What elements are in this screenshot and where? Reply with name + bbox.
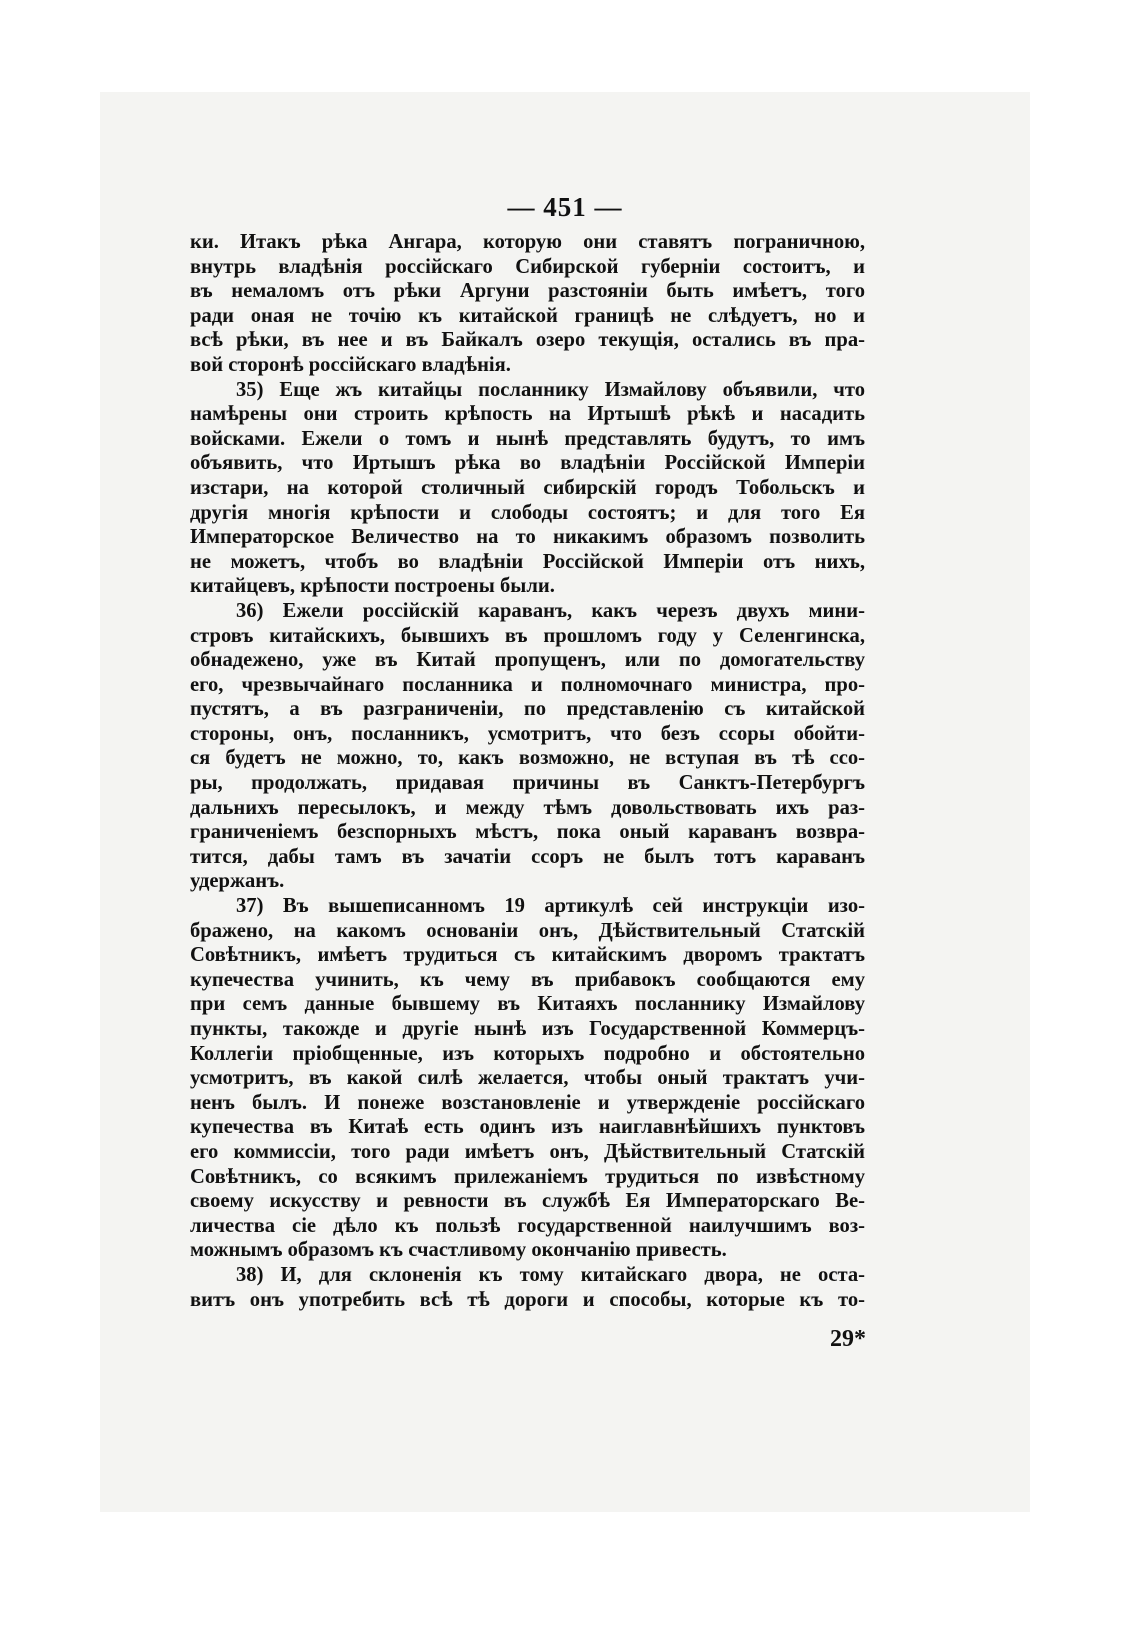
text-line: граниченіемъ безспорныхъ мѣстъ, пока оный караванъ возвра- [190,821,865,844]
text-line: его, чрезвычайнаго посланника и полномочнаго министра, про- [190,673,865,696]
text-line: ки. Итакъ рѣка Ангара, которую они ставятъ пограничною, [190,231,865,253]
text-line: личества сіе дѣло къ пользѣ государственной наилучшимъ воз- [190,1214,865,1237]
text-line: намѣрены они строить крѣпость на Иртышѣ рѣкѣ и насадить [190,403,865,426]
text-line: пункты, такожде и другіе нынѣ изъ Государственной Коммерцъ- [190,1018,865,1040]
text-line: изстари, на которой столичный сибирскій городъ Тобольскъ и [190,476,865,499]
text-line: въ немаломъ отъ рѣки Аргуни разстояніи быть имѣетъ, того [190,280,865,303]
paragraph-35-start: 35) Еще жъ китайцы посланнику Измайлову объявили, что [236,378,865,401]
text-line: удержанъ. [190,870,285,893]
text-line: Коллегіи пріобщенные, изъ которыхъ подробно и обстоятельно [190,1042,865,1065]
text-line: вой сторонѣ россійскаго владѣнія. [190,353,511,376]
text-line: дальнихъ пересылокъ, и между тѣмъ довольствовать ихъ раз- [190,796,865,819]
text-line: купечества учинить, къ чему въ прибавокъ сообщаются ему [190,968,865,991]
text-line: ры, продолжать, придавая причины въ Санктъ-Петербургъ [190,772,865,795]
text-line: Совѣтникъ, имѣетъ трудиться съ китайскимъ дворомъ трактатъ [190,944,865,967]
text-line: стороны, онъ, посланникъ, усмотритъ, что безъ ссоры обойти- [190,722,865,745]
text-line: ся будетъ не можно, то, какъ возможно, не вступая въ тѣ ссо- [190,747,865,770]
text-line: другія многія крѣпости и слободы состоятъ; и для того Ея [190,501,865,524]
text-line: стровъ китайскихъ, бывшихъ въ прошломъ году у Селенгинска, [190,624,865,647]
page-number: — 451 — [507,192,623,222]
text-line: при семъ данные бывшему въ Китаяхъ посланнику Измайлову [190,993,865,1016]
text-line: усмотритъ, въ какой силѣ желается, чтобы оный трактатъ учи- [190,1067,865,1090]
text-line: пустятъ, а въ разграниченіи, по представленію съ китайской [190,698,865,721]
paragraph-36-start: 36) Ежели россійскій караванъ, какъ черезъ двухъ мини- [236,599,865,622]
body-text [190,230,865,1312]
text-line: своему искусству и ревности въ службѣ Ея Императорскаго Ве- [190,1190,865,1213]
text-line: бражено, на какомъ основаніи онъ, Дѣйствительный Статскій [190,919,865,942]
text-line: внутрь владѣнія россійскаго Сибирской губерніи состоитъ, и [190,255,865,278]
text-line: ненъ былъ. И понеже возстановленіе и утвержденіе россійскаго [190,1091,865,1114]
text-line: Совѣтникъ, со всякимъ прилежаніемъ трудиться по извѣстному [190,1165,865,1188]
text-line: купечества въ Китаѣ есть одинъ изъ наиглавнѣйшихъ пунктовъ [190,1116,865,1139]
text-line: войсками. Ежели о томъ и нынѣ представлять будутъ, то имъ [190,427,865,450]
text-line: обнадежено, уже въ Китай пропущенъ, или по домогательству [190,649,865,672]
text-line: объявить, что Иртышъ рѣка во владѣніи Россійской Имперіи [190,452,865,475]
text-line: Императорское Величество на то никакимъ образомъ позволить [190,526,865,549]
text-line: китайцевъ, крѣпости построены были. [190,575,555,598]
text-line: тится, дабы тамъ въ зачатіи ссоръ не былъ тотъ караванъ [190,845,865,868]
document-page [100,92,1030,1512]
text-line: можнымъ образомъ къ счастливому окончанію привесть. [190,1239,727,1262]
printer-signature-mark: 29* [830,1326,866,1352]
text-line: витъ онъ употребить всѣ тѣ дороги и способы, которые къ то- [190,1288,865,1311]
text-line: его коммиссіи, того ради имѣетъ онъ, Дѣйствительный Статскій [190,1140,865,1163]
text-line: всѣ рѣки, въ нее и въ Байкалъ озеро текущія, остались въ пра- [190,329,865,352]
paragraph-38-start: 38) И, для склоненія къ тому китайскаго двора, не оста- [236,1263,865,1286]
text-line: ради оная не точію къ китайской границѣ не слѣдуетъ, но и [190,304,865,327]
text-line: не можетъ, чтобъ во владѣніи Россійской Имперіи отъ нихъ, [190,550,865,573]
paragraph-37-start: 37) Въ вышеписанномъ 19 артикулѣ сей инструкціи изо- [236,895,865,918]
